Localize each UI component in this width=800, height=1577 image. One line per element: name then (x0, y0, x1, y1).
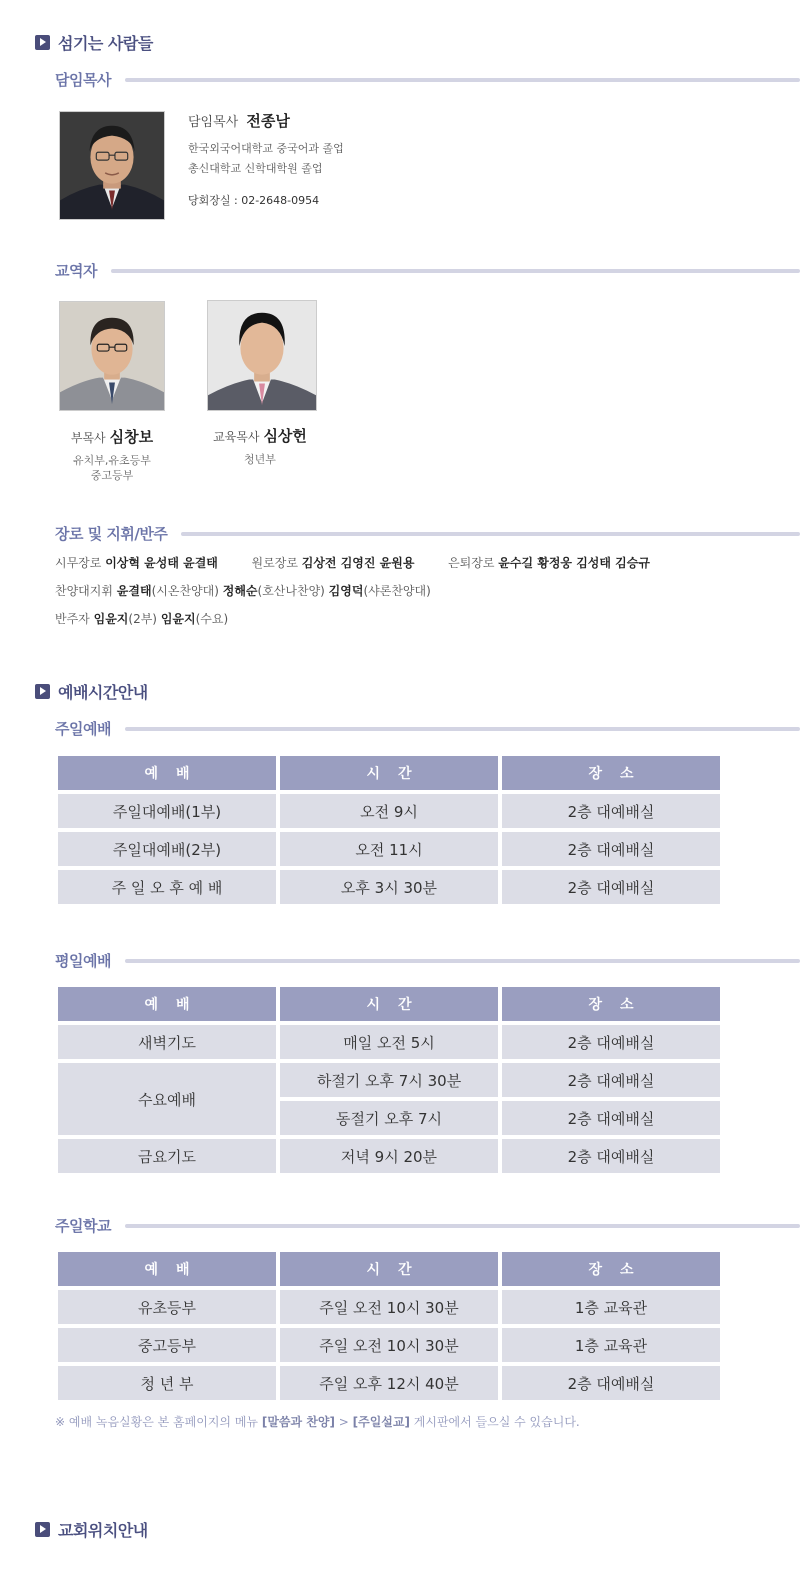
senior-pastor-education (188, 139, 588, 179)
time-cell: 오전 9시 (280, 794, 498, 828)
elder-label: 은퇴장로 (448, 556, 495, 570)
table-header-row (58, 1252, 720, 1286)
associate-pastor-photo (59, 301, 165, 411)
phone-number: 02-2648-0954 (241, 194, 320, 207)
column-header: 시간 (280, 987, 498, 1021)
phone-label: 당회장실 : (188, 194, 242, 207)
elder-label: 시무장로 (55, 556, 102, 570)
subsection-header-sunday-worship (55, 718, 800, 739)
table-header-row (58, 756, 720, 790)
choir-group: (샤론찬양대) (363, 584, 431, 598)
choir-name: 김영덕 (328, 584, 364, 598)
choir-group: (호산나찬양) (257, 584, 325, 598)
senior-pastor-photo (59, 111, 165, 220)
service-cell: 주일대예배(2부) (58, 832, 276, 866)
subsection-title: 교역자 (55, 262, 97, 280)
service-cell: 청 년 부 (58, 1366, 276, 1400)
choir-row (55, 581, 795, 609)
play-arrow-icon (35, 35, 50, 50)
column-header: 예배 (58, 1252, 276, 1286)
senior-pastor-info (188, 110, 588, 208)
service-cell: 유초등부 (58, 1290, 276, 1324)
column-header: 장소 (502, 987, 720, 1021)
recording-note (55, 1413, 580, 1430)
time-cell: 하절기 오후 7시 30분 (280, 1063, 498, 1097)
section-header-location (35, 1518, 148, 1541)
senior-pastor-phone (188, 192, 588, 208)
elder-label: 원로장로 (251, 556, 298, 570)
service-cell: 새벽기도 (58, 1025, 276, 1059)
column-header: 예배 (58, 987, 276, 1021)
divider-line (125, 1224, 800, 1228)
place-cell: 2층 대예배실 (502, 1025, 720, 1059)
divider-line (125, 78, 800, 82)
elder-names: 김상전 김영진 윤원용 (301, 556, 415, 570)
table-header-row (58, 987, 720, 1021)
sunday-school-table (54, 1248, 724, 1404)
divider-line (181, 532, 800, 536)
note-text: > (334, 1415, 353, 1429)
column-header: 장소 (502, 756, 720, 790)
section-title: 예배시간안내 (58, 683, 148, 702)
subsection-header-sunday-school (55, 1215, 800, 1236)
table-row (58, 1290, 720, 1324)
section-title: 교회위치안내 (58, 1521, 148, 1540)
place-cell: 2층 대예배실 (502, 832, 720, 866)
elders-row (55, 553, 795, 581)
section-header-people (35, 31, 153, 54)
subsection-header-senior-pastor (55, 69, 800, 90)
table-row (58, 794, 720, 828)
senior-pastor-role: 담임목사 (188, 115, 239, 130)
minister-card (59, 426, 165, 483)
accompanist-row (55, 609, 795, 637)
subsection-header-elders (55, 523, 800, 544)
time-cell: 저녁 9시 20분 (280, 1139, 498, 1173)
subsection-title: 장로 및 지휘/반주 (55, 525, 168, 543)
time-cell: 주일 오전 10시 30분 (280, 1328, 498, 1362)
minister-role: 부목사 (70, 431, 106, 445)
senior-pastor-name: 전종남 (246, 112, 290, 130)
menu-reference: [주일설교] (352, 1415, 410, 1429)
place-cell: 1층 교육관 (502, 1328, 720, 1362)
time-cell: 매일 오전 5시 (280, 1025, 498, 1059)
place-cell: 2층 대예배실 (502, 1063, 720, 1097)
service-cell: 금요기도 (58, 1139, 276, 1173)
minister-name-line (59, 426, 165, 447)
minister-card (200, 425, 320, 467)
minister-role: 교육목사 (213, 430, 260, 444)
column-header: 시간 (280, 1252, 498, 1286)
table-row (58, 1063, 720, 1097)
elder-names: 이상혁 윤성태 윤결태 (105, 556, 218, 570)
service-cell: 주 일 오 후 예 배 (58, 870, 276, 904)
place-cell: 2층 대예배실 (502, 794, 720, 828)
column-header: 예배 (58, 756, 276, 790)
note-text: ※ 예배 녹음실황은 본 홈페이지의 메뉴 (55, 1415, 262, 1429)
minister-name-line (200, 425, 320, 446)
department-item: 중고등부 (90, 469, 134, 482)
place-cell: 2층 대예배실 (502, 1366, 720, 1400)
accompanist-group: (수요) (195, 612, 229, 626)
choir-name: 윤결태 (116, 584, 152, 598)
section-title: 섬기는 사람들 (58, 34, 153, 53)
note-text: 게시판에서 들으실 수 있습니다. (409, 1415, 580, 1429)
education-pastor-photo (207, 300, 317, 411)
accompanist-name: 임윤지 (160, 612, 196, 626)
time-cell: 오후 3시 30분 (280, 870, 498, 904)
subsection-title: 주일학교 (55, 1217, 111, 1235)
time-cell: 주일 오후 12시 40분 (280, 1366, 498, 1400)
education-item: 한국외국어대학교 중국어과 졸업 (188, 142, 344, 155)
time-cell: 주일 오전 10시 30분 (280, 1290, 498, 1324)
subsection-title: 평일예배 (55, 952, 111, 970)
menu-reference: [말씀과 찬양] (261, 1415, 335, 1429)
subsection-header-weekday-worship (55, 950, 800, 971)
minister-departments (200, 452, 320, 467)
choir-group: (시온찬양대) (151, 584, 219, 598)
time-cell: 동절기 오후 7시 (280, 1101, 498, 1135)
choir-label: 찬양대지휘 (55, 584, 113, 598)
minister-name: 심상헌 (263, 427, 307, 445)
divider-line (125, 727, 800, 731)
education-item: 총신대학교 신학대학원 졸업 (188, 162, 323, 175)
subsection-title: 담임목사 (55, 71, 111, 89)
place-cell: 1층 교육관 (502, 1290, 720, 1324)
minister-departments (59, 453, 165, 483)
elder-names: 윤수길 황정웅 김성태 김승규 (498, 556, 650, 570)
accompanist-name: 임윤지 (93, 612, 129, 626)
table-row (58, 1328, 720, 1362)
elders-list (55, 553, 795, 637)
time-cell: 오전 11시 (280, 832, 498, 866)
place-cell: 2층 대예배실 (502, 1139, 720, 1173)
divider-line (111, 269, 800, 273)
table-row (58, 1366, 720, 1400)
column-header: 시간 (280, 756, 498, 790)
service-cell: 수요예배 (58, 1063, 276, 1135)
accompanist-label: 반주자 (55, 612, 90, 626)
choir-name: 정해순 (222, 584, 258, 598)
table-row (58, 1139, 720, 1173)
weekday-worship-table (54, 983, 724, 1177)
sunday-worship-table (54, 752, 724, 908)
table-row (58, 870, 720, 904)
table-row (58, 832, 720, 866)
table-row (58, 1025, 720, 1059)
minister-name: 심창보 (109, 428, 154, 446)
column-header: 장소 (502, 1252, 720, 1286)
divider-line (125, 959, 800, 963)
place-cell: 2층 대예배실 (502, 1101, 720, 1135)
play-arrow-icon (35, 1522, 50, 1537)
section-header-worship (35, 680, 148, 703)
place-cell: 2층 대예배실 (502, 870, 720, 904)
subsection-header-ministers (55, 260, 800, 281)
department-item: 유치부,유초등부 (73, 454, 151, 467)
senior-pastor-name-line (188, 110, 588, 134)
subsection-title: 주일예배 (55, 720, 111, 738)
play-arrow-icon (35, 684, 50, 699)
department-item: 청년부 (244, 453, 276, 466)
service-cell: 주일대예배(1부) (58, 794, 276, 828)
service-cell: 중고등부 (58, 1328, 276, 1362)
accompanist-group: (2부) (128, 612, 157, 626)
